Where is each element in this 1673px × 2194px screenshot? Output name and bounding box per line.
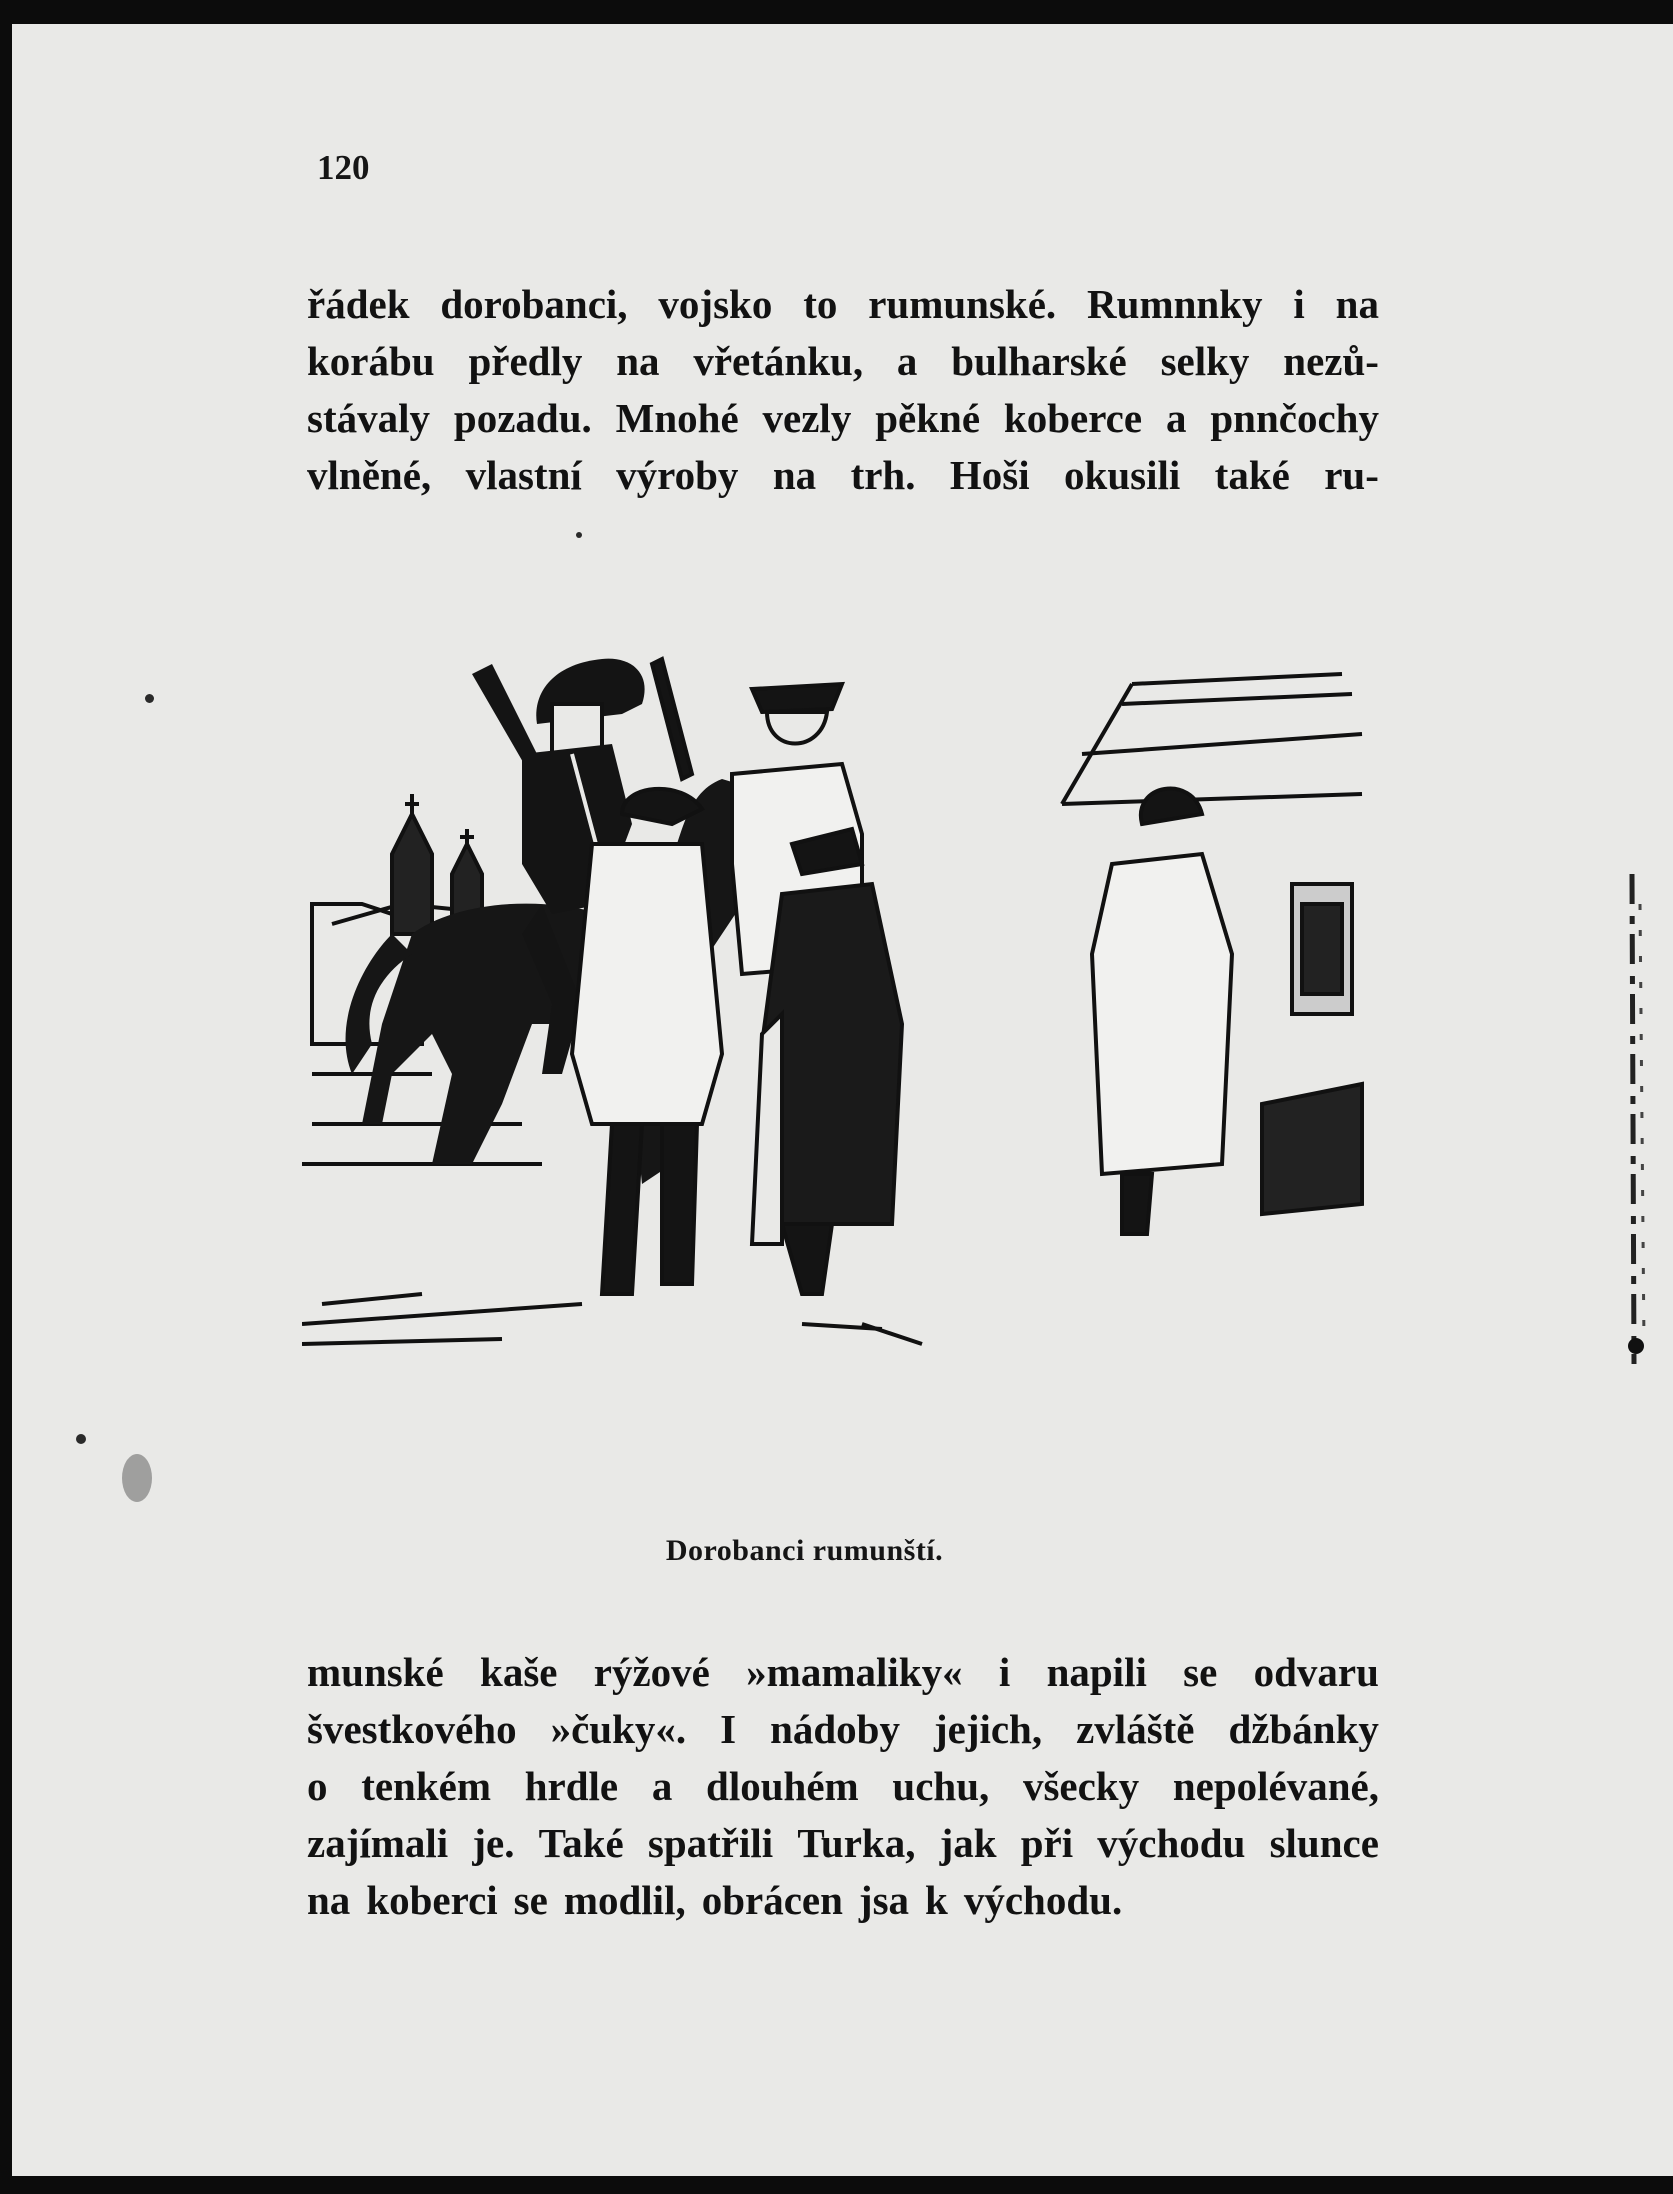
word: nepolévané, (1172, 1763, 1379, 1809)
illustration-caption (12, 1534, 1673, 1568)
page-number: 120 (317, 148, 370, 187)
word: a (896, 338, 918, 384)
word: i (998, 1649, 1011, 1695)
text-line (307, 1758, 1379, 1815)
word: Turka, (797, 1820, 916, 1866)
engraving-dorobanci (302, 604, 1392, 1506)
word: pnnčochy (1210, 395, 1379, 441)
scan-speck (145, 694, 154, 703)
word: se (1183, 1649, 1218, 1695)
word: munské (307, 1649, 444, 1695)
word: Rumnnky (1087, 281, 1263, 327)
word: i (1293, 281, 1305, 327)
word: pozadu. (453, 395, 592, 441)
word: kaše (480, 1649, 558, 1695)
word: vojsko (658, 281, 773, 327)
word: korábu (307, 338, 435, 384)
word: také (1214, 452, 1290, 498)
word: jak (939, 1820, 997, 1866)
paragraph-bottom (307, 1644, 1379, 1929)
soldier-back (572, 789, 722, 1294)
word: Také (538, 1820, 624, 1866)
word: »mamaliky« (746, 1649, 963, 1695)
text-line (307, 1815, 1379, 1872)
word: dlouhém (706, 1763, 859, 1809)
word: na (1335, 281, 1379, 327)
word: nezů- (1283, 338, 1379, 384)
text-line (307, 1644, 1379, 1701)
word: řádek (307, 281, 410, 327)
text-line (307, 333, 1379, 390)
text-line (307, 390, 1379, 447)
word: je. (472, 1820, 515, 1866)
scan-speck (122, 1454, 152, 1502)
word: k (925, 1877, 948, 1923)
word: odvaru (1253, 1649, 1379, 1695)
word: napili (1046, 1649, 1147, 1695)
word: na (772, 452, 817, 498)
ground (302, 1294, 922, 1344)
word: zajímali (307, 1820, 449, 1866)
word: předly (468, 338, 583, 384)
word: všecky (1022, 1763, 1140, 1809)
word: trh. (850, 452, 916, 498)
word: Hoši (949, 452, 1030, 498)
word: se (513, 1877, 548, 1923)
word: zvláště (1076, 1706, 1195, 1752)
page-edge-mark (1620, 864, 1660, 1374)
word: o (307, 1763, 328, 1809)
text-line (307, 276, 1379, 333)
word: obrácen (701, 1877, 843, 1923)
word: výroby (616, 452, 739, 498)
word: modlil, (563, 1877, 686, 1923)
word: koberci (366, 1877, 498, 1923)
word: spatřili (647, 1820, 774, 1866)
caption-text: Dorobanci rumunští. (665, 1534, 944, 1567)
word: východu (1097, 1820, 1246, 1866)
word: ru- (1324, 452, 1379, 498)
word: rýžové (593, 1649, 710, 1695)
word: bulharské (951, 338, 1127, 384)
word: to (803, 281, 838, 327)
word: na (616, 338, 660, 384)
word: vlastní (465, 452, 582, 498)
word: vezly (762, 395, 852, 441)
word: východu. (963, 1877, 1123, 1923)
word: nádoby (770, 1706, 900, 1752)
woman-figure (1092, 789, 1232, 1234)
word: hrdle (524, 1763, 619, 1809)
word: »čuky«. (550, 1706, 687, 1752)
word: uchu, (892, 1763, 990, 1809)
word: koberce (1003, 395, 1143, 441)
word: jejich, (933, 1706, 1043, 1752)
text-line (307, 1701, 1379, 1758)
word: tenkém (361, 1763, 492, 1809)
word: vlněné, (307, 452, 432, 498)
word: stávaly (307, 395, 430, 441)
word: džbánky (1228, 1706, 1379, 1752)
word: dorobanci, (440, 281, 628, 327)
word: při (1020, 1820, 1074, 1866)
word: na (307, 1877, 351, 1923)
text-line (307, 447, 1379, 504)
word: Mnohé (615, 395, 739, 441)
scan-speck (76, 1434, 86, 1444)
word: pěkné (875, 395, 981, 441)
word: I (720, 1706, 737, 1752)
word: slunce (1269, 1820, 1379, 1866)
book-page (12, 24, 1673, 2176)
word: a (1165, 395, 1187, 441)
word: a (651, 1763, 673, 1809)
text-line (307, 1872, 1379, 1929)
word: rumunské. (868, 281, 1057, 327)
scan-speck (576, 532, 582, 538)
word: vřetánku, (693, 338, 864, 384)
word: švestkového (307, 1706, 517, 1752)
word: selky (1160, 338, 1250, 384)
word: jsa (858, 1877, 910, 1923)
word: okusili (1064, 452, 1181, 498)
paragraph-top (307, 276, 1379, 504)
